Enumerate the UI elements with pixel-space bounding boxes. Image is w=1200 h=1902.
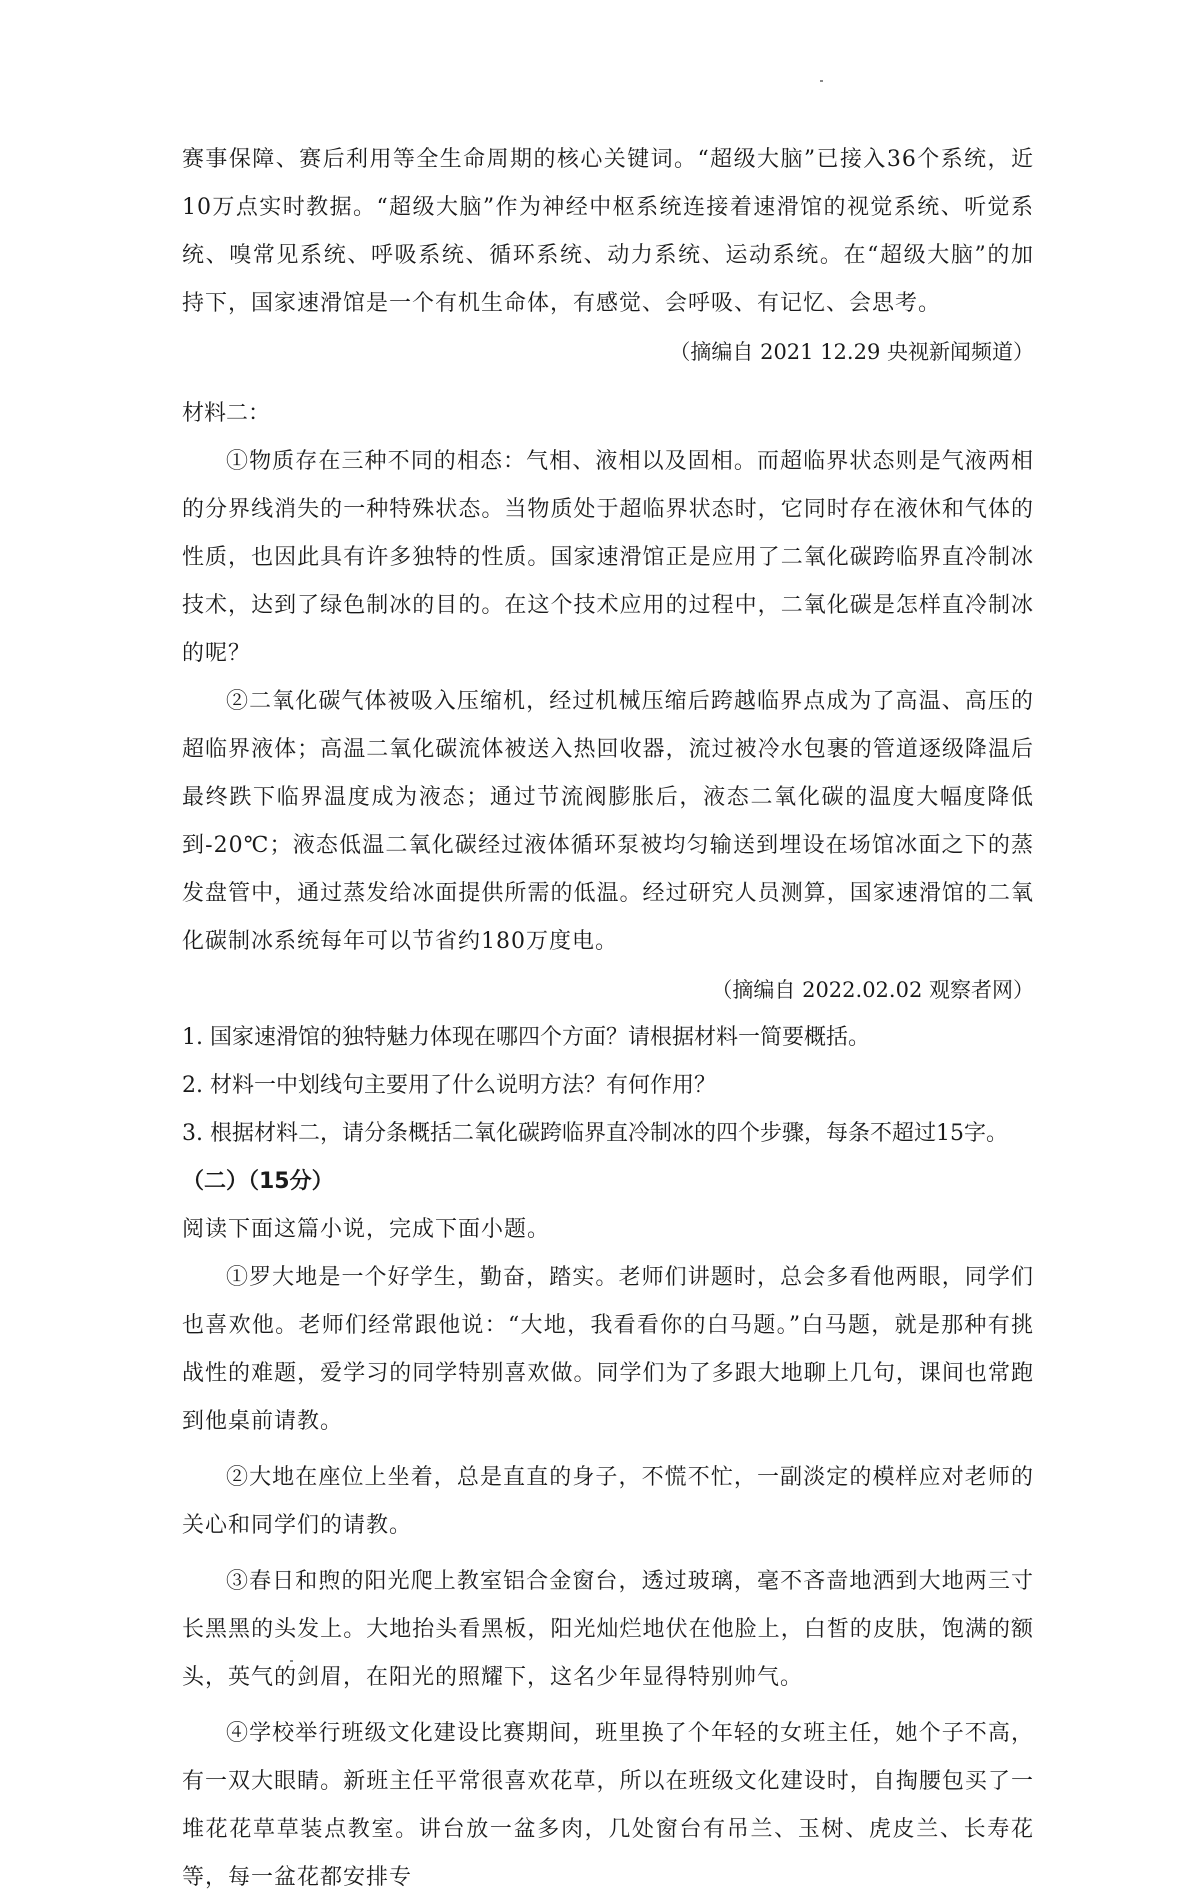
document-body bbox=[182, 136, 1034, 1902]
question-3: 3. 根据材料二，请分条概括二氧化碳跨临界直冷制冰的四个步骤，每条不超过15字。 bbox=[182, 1121, 1008, 1146]
material2-label: 材料二： bbox=[182, 401, 271, 426]
question-1: 1. 国家速滑馆的独特魅力体现在哪四个方面？请根据材料一简要概括。 bbox=[182, 1025, 870, 1050]
story-paragraph-2: ②大地在座位上坐着，总是直直的身子，不慌不忙，一副淡定的模样应对老师的关心和同学们的请教。 bbox=[182, 1465, 1034, 1538]
material2-paragraph-2: ②二氧化碳气体被吸入压缩机，经过机械压缩后跨越临界点成为了高温、高压的超临界液体；高温二氧化碳流体被送入热回收器，流过被冷水包裹的管道逐级降温后最终跌下临界温度成为液态；通过节流阀膨胀后，液态二氧化碳的温度大幅度降低到-20℃；液态低温二氧化碳经过液体循环泵被均匀输送到埋设在场馆冰面之下的蒸发盘管中，通过蒸发给冰面提供所需的低温。经过研究人员测算，国家速滑馆的二氧化碳制冰系统每年可以节省约180万度电。 bbox=[182, 689, 1034, 954]
scan-dot bbox=[820, 80, 823, 82]
material2-paragraph-1: ①物质存在三种不同的相态：气相、液相以及固相。而超临界状态则是气液两相的分界线消失的一种特殊状态。当物质处于超临界状态时，它同时存在液休和气体的性质，也因此具有许多独特的性质。国家速滑馆正是应用了二氧化碳跨临界直冷制冰技术，达到了绿色制冰的目的。在这个技术应用的过程中，二氧化碳是怎样直冷制冰的呢？ bbox=[182, 449, 1034, 666]
material2-source: （摘编自 2022.02.02 观察者网） bbox=[711, 978, 1034, 1002]
section-2-heading: （二）（15分） bbox=[182, 1169, 334, 1194]
story-paragraph-3: ③春日和煦的阳光爬上教室铝合金窗台，透过玻璃，毫不吝啬地洒到大地两三寸长黑黑的头发上。大地抬头看黑板，阳光灿烂地伏在他脸上，白皙的皮肤，饱满的额头，英气的剑眉，在阳光的照耀下，这名少年显得特别帅气。 bbox=[182, 1569, 1034, 1690]
story-paragraph-1: ①罗大地是一个好学生，勤奋，踏实。老师们讲题时，总会多看他两眼，同学们也喜欢他。老师们经常跟他说：“大地，我看看你的白马题。”白马题，就是那种有挑战性的难题，爱学习的同学特别喜欢做。同学们为了多跟大地聊上几句，课间也常跑到他桌前请教。 bbox=[182, 1265, 1034, 1434]
material1-source: （摘编自 2021 12.29 央视新闻频道） bbox=[669, 340, 1034, 364]
section-2-intro: 阅读下面这篇小说，完成下面小题。 bbox=[182, 1217, 551, 1242]
question-2: 2. 材料一中划线句主要用了什么说明方法？有何作用？ bbox=[182, 1073, 716, 1098]
story-paragraph-4: ④学校举行班级文化建设比赛期间，班里换了个年轻的女班主任，她个子不高，有一双大眼睛。新班主任平常很喜欢花草，所以在班级文化建设时，自掏腰包买了一堆花花草草装点教室。讲台放一盆多肉，几处窗台有吊兰、玉树、虎皮兰、长寿花等，每一盆花都安排专 bbox=[182, 1721, 1034, 1890]
material1-tail-paragraph: 赛事保障、赛后利用等全生命周期的核心关键词。“超级大脑”已接入36个系统，近10万点实时教据。“超级大脑”作为神经中枢系统连接着速滑馆的视觉系统、听觉系统、嗅常见系统、呼吸系统、循环系统、动力系统、运动系统。在“超级大脑”的加持下，国家速滑馆是一个有机生命体，有感觉、会呼吸、有记忆、会思考。 bbox=[182, 147, 1034, 316]
